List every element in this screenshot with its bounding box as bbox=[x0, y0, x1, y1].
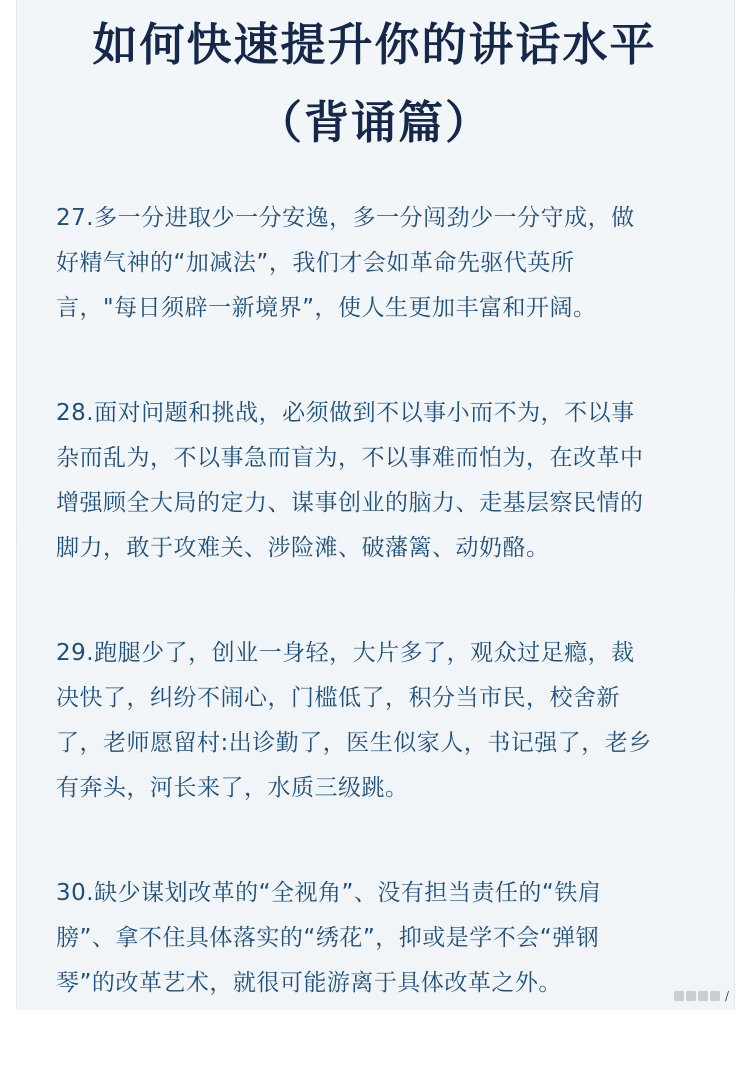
watermark-text: / bbox=[724, 989, 729, 1003]
watermark-block bbox=[710, 991, 720, 1001]
paragraph-line: 29.跑腿少了，创业一身轻，大片多了，观众过足瘾，裁 bbox=[56, 640, 635, 666]
paragraph-line: 28.面对问题和挑战，必须做到不以事小而不为，不以事 bbox=[56, 400, 635, 426]
watermark-block bbox=[698, 991, 708, 1001]
paragraph-line: 脚力，敢于攻难关、涉险滩、破藩篱、动奶酪。 bbox=[56, 535, 550, 561]
paragraph-28 bbox=[56, 391, 708, 571]
paragraph-line: 有奔头，河长来了，水质三级跳。 bbox=[56, 775, 409, 801]
paragraph-line: 决快了，纠纷不闹心，门槛低了，积分当市民，校舍新 bbox=[56, 685, 620, 711]
paragraph-line: 增强顾全大局的定力、谋事创业的脑力、走基层察民情的 bbox=[56, 490, 644, 516]
watermark-block bbox=[674, 991, 684, 1001]
paragraph-list bbox=[56, 196, 708, 1066]
paragraph-line: 27.多一分进取少一分安逸，多一分闯劲少一分守成，做 bbox=[56, 205, 635, 231]
paragraph-line: 了，老师愿留村:出诊勤了，医生似家人，书记强了，老乡 bbox=[56, 730, 652, 756]
paragraph-27 bbox=[56, 196, 708, 331]
paragraph-line: 膀”、拿不住具体落实的“绣花”，抑或是学不会“弹钢 bbox=[56, 925, 600, 951]
watermark bbox=[674, 988, 729, 1004]
paragraph-30 bbox=[56, 871, 708, 1006]
paragraph-line: 30.缺少谋划改革的“全视角”、没有担当责任的“铁肩 bbox=[56, 880, 602, 906]
page-title: 如何快速提升你的讲话水平 bbox=[92, 18, 657, 71]
paragraph-line: 琴”的改革艺术，就很可能游离于具体改革之外。 bbox=[56, 970, 562, 996]
watermark-block bbox=[686, 991, 696, 1001]
paragraph-29 bbox=[56, 631, 708, 811]
page-subtitle: （背诵篇） bbox=[256, 96, 492, 149]
paragraph-line: 好精气神的“加减法”，我们才会如革命先驱代英所 bbox=[56, 250, 575, 276]
paragraph-line: 言，"每日须辟一新境界”，使人生更加丰富和开阔。 bbox=[56, 295, 597, 321]
paragraph-line: 杂而乱为，不以事急而盲为，不以事难而怕为，在改革中 bbox=[56, 445, 644, 471]
